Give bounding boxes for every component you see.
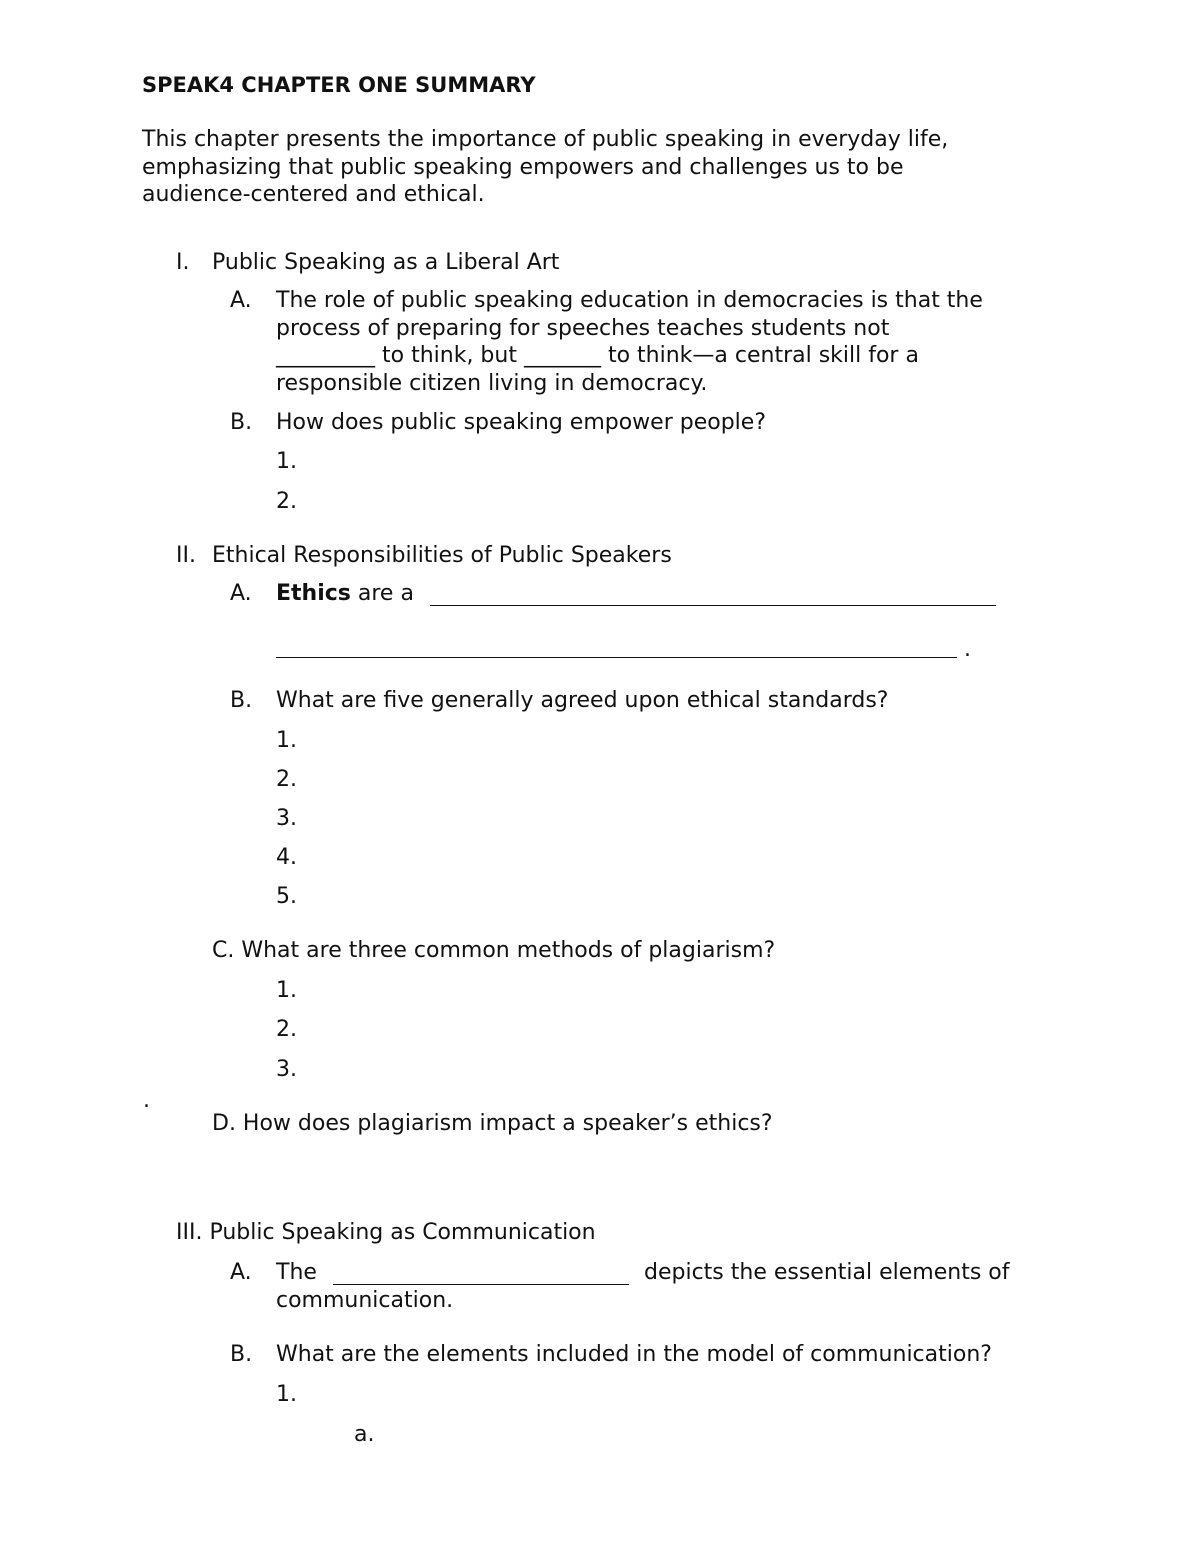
section-2b-item-3: 3.: [276, 806, 297, 831]
section-1a-line-3-mid: to think, but: [375, 343, 524, 368]
intro-line-3: audience-centered and ethical.: [142, 182, 485, 207]
section-3a-line-2: communication.: [276, 1288, 454, 1313]
page-title: SPEAK4 CHAPTER ONE SUMMARY: [142, 73, 536, 97]
section-3a-the: The: [276, 1260, 317, 1285]
section-2b-item-2: 2.: [276, 767, 297, 792]
section-2b-marker: B.: [230, 688, 253, 713]
blank-line-model[interactable]: [333, 1284, 629, 1285]
section-1a-line-3-end: to think—a central skill for a: [600, 343, 919, 368]
section-2a-are-a: are a: [350, 581, 414, 606]
section-1-numeral: I.: [176, 250, 190, 275]
section-2c-item-3: 3.: [276, 1057, 297, 1082]
section-2c-question: C. What are three common methods of plagiarism?: [212, 938, 776, 963]
section-2-numeral: II.: [176, 543, 196, 568]
section-3b-sub-a: a.: [354, 1422, 375, 1447]
section-2b-question: What are five generally agreed upon ethical standards?: [276, 688, 889, 713]
section-1-heading: Public Speaking as a Liberal Art: [212, 250, 560, 275]
section-2c-item-1: 1.: [276, 978, 297, 1003]
blank-fill-1[interactable]: _________: [276, 343, 375, 368]
section-2a-period: .: [964, 637, 971, 662]
section-3b-question: What are the elements included in the model of communication?: [276, 1342, 992, 1367]
intro-line-1: This chapter presents the importance of public speaking in everyday life,: [142, 127, 949, 152]
ethics-term: Ethics: [276, 581, 351, 606]
section-2b-item-4: 4.: [276, 845, 297, 870]
section-1a-line-1: The role of public speaking education in democracies is that the: [276, 288, 983, 313]
section-2b-item-1: 1.: [276, 728, 297, 753]
section-2a-text: [276, 580, 414, 607]
section-3a-marker: A.: [230, 1260, 252, 1285]
blank-line-ethics-1[interactable]: [430, 605, 996, 606]
section-2-heading: Ethical Responsibilities of Public Speakers: [212, 543, 672, 568]
section-3b-item-1: 1.: [276, 1382, 297, 1407]
stray-dot: .: [143, 1088, 150, 1113]
section-2d-question: D. How does plagiarism impact a speaker’s ethics?: [212, 1111, 773, 1136]
section-1a-marker: A.: [230, 288, 252, 313]
section-2b-item-5: 5.: [276, 884, 297, 909]
intro-line-2: emphasizing that public speaking empowers and challenges us to be: [142, 155, 904, 180]
section-3b-marker: B.: [230, 1342, 253, 1367]
section-2a-marker: A.: [230, 581, 252, 606]
section-1b-item-2: 2.: [276, 489, 297, 514]
blank-line-ethics-2[interactable]: [276, 657, 957, 658]
blank-fill-2[interactable]: _______: [523, 343, 601, 368]
section-3a-text: depicts the essential elements of: [644, 1260, 1010, 1285]
section-1a-line-3: [276, 342, 919, 369]
section-3-heading: III. Public Speaking as Communication: [176, 1220, 596, 1245]
section-1a-line-2: process of preparing for speeches teaches students not: [276, 316, 890, 341]
section-1b-question: How does public speaking empower people?: [276, 410, 766, 435]
section-1b-marker: B.: [230, 410, 253, 435]
section-1b-item-1: 1.: [276, 449, 297, 474]
section-2c-item-2: 2.: [276, 1017, 297, 1042]
section-1a-line-4: responsible citizen living in democracy.: [276, 371, 708, 396]
